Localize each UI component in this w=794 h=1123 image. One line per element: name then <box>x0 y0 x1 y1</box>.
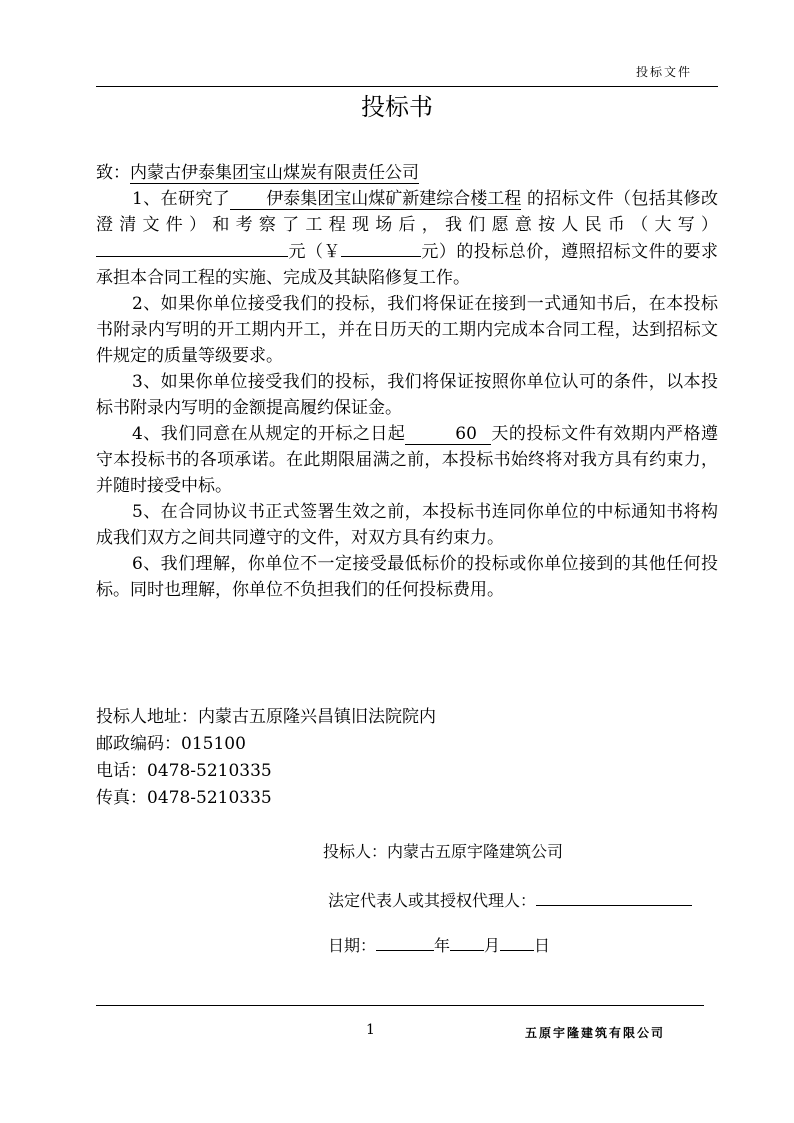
salutation <box>96 160 718 186</box>
clause-1-text-b: 的招标文件（包括其修改澄清文件）和考察了工程现场后，我们愿意按人民币（大写） <box>96 189 718 235</box>
representative-label: 法定代表人或其授权代理人： <box>328 891 537 910</box>
bidder-name: 投标人：内蒙古五原宇隆建筑公司 <box>323 842 564 861</box>
contact-block <box>96 704 436 812</box>
clause-6: 6、我们理解，你单位不一定接受最低标价的投标或你单位接到的其他任何投标。同时也理解，你单位不负担我们的任何投标费用。 <box>96 554 718 600</box>
year-label: 年 <box>434 936 451 955</box>
year-blank <box>376 932 434 951</box>
clause-4 <box>96 421 718 499</box>
clause-1-text-c: 元（￥ <box>288 242 341 262</box>
representative-line <box>328 887 692 912</box>
clause-1 <box>96 186 718 291</box>
clause-3: 3、如果你单位接受我们的投标，我们将保证按照你单位认可的条件，以本投标书附录内写明的金额提高履约保证金。 <box>96 372 718 418</box>
month-blank <box>450 932 484 951</box>
phone-number: 电话：0478-5210335 <box>96 761 272 781</box>
date-label: 日期： <box>328 936 377 955</box>
clause-2: 2、如果你单位接受我们的投标，我们将保证在接到一式通知书后，在本投标书附录内写明的开工期内开工，并在日历天的工期内完成本合同工程，达到招标文件规定的质量等级要求。 <box>96 294 718 366</box>
clause-1-text-a: 1、在研究了 <box>132 189 231 209</box>
day-blank <box>500 932 534 951</box>
representative-blank <box>536 887 692 906</box>
recipient-name: 内蒙古伊泰集团宝山煤炭有限责任公司 <box>130 163 419 183</box>
clause-1-text-d: 元）的投标总价，遵照招标文件的要求承担本合同工程的实施、完成及其缺陷修复工作。 <box>96 242 719 288</box>
header-divider <box>96 86 718 87</box>
clause-4-text-a: 4、我们同意在从规定的开标之日起 <box>132 424 406 444</box>
page-number: 1 <box>366 1022 375 1038</box>
amount-figure-blank <box>341 238 421 257</box>
salutation-prefix: 致： <box>96 163 130 183</box>
month-label: 月 <box>484 936 501 955</box>
date-line <box>328 932 550 957</box>
project-name: 伊泰集团宝山煤矿新建综合楼工程 <box>230 189 521 210</box>
day-label: 日 <box>534 936 551 955</box>
fax-number: 传真：0478-5210335 <box>96 788 272 808</box>
amount-words-blank <box>96 238 288 257</box>
header-label: 投标文件 <box>636 65 693 79</box>
clause-4-text-b: 天的投标文件有效期内严格遵守本投标书的各项承诺。在此期限届满之前，本投标书始终将对我方具有约束力，并随时接受中标。 <box>96 424 718 496</box>
bidder-address: 投标人地址：内蒙古五原隆兴昌镇旧法院院内 <box>96 707 436 727</box>
letter-body <box>96 160 718 603</box>
validity-days: 60 <box>405 424 491 445</box>
clause-5: 5、在合同协议书正式签署生效之前，本投标书连同你单位的中标通知书将构成我们双方之间共同遵守的文件，对双方具有约束力。 <box>96 502 718 548</box>
postal-code: 邮政编码：015100 <box>96 734 246 754</box>
footer-company: 五原宇隆建筑有限公司 <box>525 1026 666 1040</box>
page-title: 投标书 <box>361 93 433 121</box>
footer-divider <box>96 1005 704 1006</box>
